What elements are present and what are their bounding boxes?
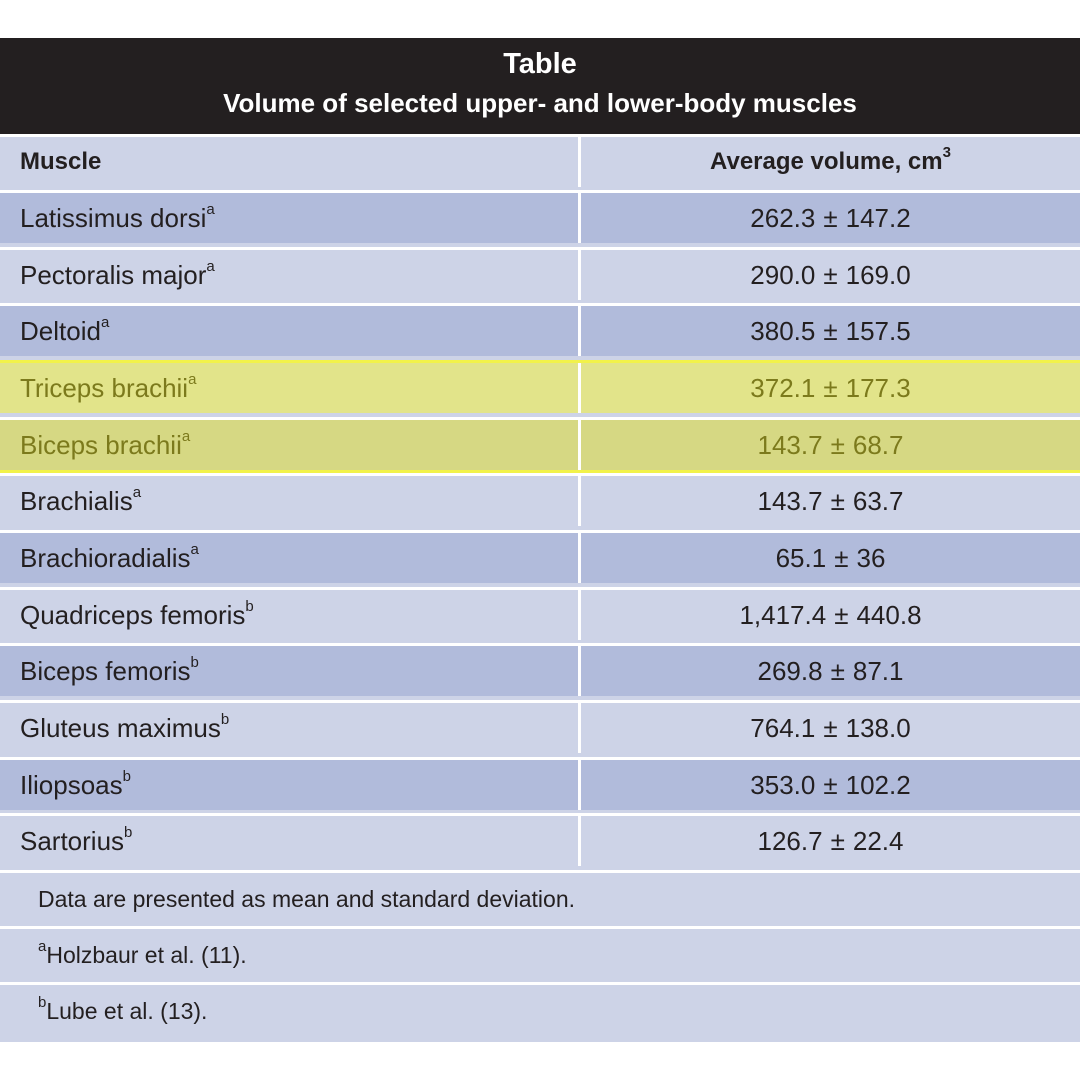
plus-minus-sign: ± (823, 203, 838, 233)
plus-minus-sign: ± (823, 373, 838, 403)
reference-marker: a (206, 201, 215, 219)
table-row (0, 417, 1080, 470)
volume-sd: 102.2 (845, 770, 911, 800)
volume-cell (581, 760, 1080, 810)
reference-marker: a (190, 541, 199, 559)
muscle-name-cell (20, 363, 196, 413)
volume-cell (581, 703, 1080, 753)
volume-mean: 764.1 (750, 713, 816, 743)
table-row (0, 530, 1080, 583)
volume-mean: 380.5 (750, 316, 816, 346)
footnote-b-text: Lube et al. (13). (46, 998, 208, 1024)
reference-marker: a (181, 428, 191, 446)
footnote-row-a (0, 926, 1080, 982)
table-row (0, 813, 1080, 866)
footnote-a-text: Holzbaur et al. (11). (46, 942, 247, 968)
table-row (0, 643, 1080, 696)
reference-marker: b (245, 598, 254, 616)
volume-sd: 36 (856, 543, 886, 573)
reference-marker: b (220, 711, 230, 729)
muscle-name-cell (20, 193, 215, 243)
volume-mean: 290.0 (750, 260, 816, 290)
plus-minus-sign: ± (830, 656, 845, 686)
muscle-name: Gluteus maximus (20, 713, 221, 743)
volume-cell (581, 590, 1080, 640)
plus-minus-sign: ± (823, 316, 838, 346)
footnote-b-marker: b (38, 994, 47, 1012)
volume-cell (581, 250, 1080, 300)
volume-mean: 1,417.4 (739, 600, 827, 630)
muscle-name: Deltoid (20, 316, 101, 346)
volume-sd: 147.2 (845, 203, 911, 233)
muscle-name: Iliopsoas (20, 770, 123, 800)
plus-minus-sign: ± (830, 430, 845, 460)
muscle-name-cell (20, 816, 132, 866)
volume-sd: 68.7 (852, 430, 904, 460)
volume-sd: 169.0 (845, 260, 911, 290)
footnote-a-marker: a (38, 938, 47, 956)
volume-sd: 22.4 (852, 826, 904, 856)
highlight-bottom-edge (0, 470, 1080, 473)
table-subtitle: Volume of selected upper- and lower-body muscles (223, 88, 857, 118)
plus-minus-sign: ± (823, 770, 838, 800)
highlight-top-edge (0, 360, 1080, 363)
table-row (0, 757, 1080, 810)
muscle-name-cell (20, 250, 215, 300)
muscle-name: Biceps brachii (20, 430, 182, 460)
volume-cell (581, 306, 1080, 356)
volume-mean: 372.1 (750, 373, 816, 403)
plus-minus-sign: ± (834, 600, 849, 630)
table-row (0, 247, 1080, 300)
volume-cell (581, 476, 1080, 526)
table-row (0, 190, 1080, 243)
muscle-name: Pectoralis major (20, 260, 207, 290)
muscle-column-header (20, 137, 101, 187)
volume-unit-superscript: 3 (942, 144, 951, 161)
table-title-bar (0, 38, 1080, 134)
plus-minus-sign: ± (834, 543, 849, 573)
muscle-name-cell (20, 760, 131, 810)
table-title: Table (503, 48, 577, 80)
volume-cell (581, 363, 1080, 413)
plus-minus-sign: ± (830, 486, 845, 516)
muscle-name-cell (20, 646, 199, 696)
muscle-volume-table (0, 38, 1080, 1042)
muscle-name: Sartorius (20, 826, 125, 856)
muscle-name-cell (20, 420, 190, 470)
volume-mean: 143.7 (757, 430, 823, 460)
volume-cell (581, 193, 1080, 243)
muscle-name-cell (20, 703, 229, 753)
volume-mean: 353.0 (750, 770, 816, 800)
volume-sd: 440.8 (856, 600, 922, 630)
table-row (0, 587, 1080, 640)
table-row (0, 360, 1080, 413)
volume-mean: 269.8 (757, 656, 823, 686)
plus-minus-sign: ± (830, 826, 845, 856)
muscle-name: Triceps brachii (20, 373, 189, 403)
muscle-name: Quadriceps femoris (20, 600, 246, 630)
reference-marker: b (122, 768, 131, 786)
muscle-name: Brachialis (20, 486, 133, 516)
volume-column-label: Average volume, cm (710, 148, 943, 175)
plus-minus-sign: ± (823, 713, 838, 743)
volume-sd: 63.7 (852, 486, 904, 516)
table-header-row (0, 134, 1080, 187)
footnote-a (38, 929, 247, 982)
muscle-name: Biceps femoris (20, 656, 191, 686)
table-row (0, 473, 1080, 526)
volume-mean: 65.1 (775, 543, 827, 573)
reference-marker: a (206, 258, 215, 276)
muscle-name: Latissimus dorsi (20, 203, 207, 233)
reference-marker: b (124, 824, 133, 842)
muscle-name: Brachioradialis (20, 543, 191, 573)
volume-mean: 143.7 (757, 486, 823, 516)
muscle-column-label: Muscle (20, 148, 102, 175)
muscle-name-cell (20, 590, 254, 640)
volume-mean: 262.3 (750, 203, 816, 233)
reference-marker: a (132, 484, 142, 502)
plus-minus-sign: ± (823, 260, 838, 290)
volume-sd: 157.5 (845, 316, 911, 346)
volume-sd: 87.1 (852, 656, 904, 686)
footnote-b (38, 985, 207, 1038)
volume-cell (581, 533, 1080, 583)
muscle-name-cell (20, 476, 141, 526)
volume-sd: 177.3 (845, 373, 911, 403)
footnote-row-note (0, 870, 1080, 926)
volume-sd: 138.0 (845, 713, 911, 743)
volume-cell (581, 646, 1080, 696)
muscle-name-cell (20, 533, 199, 583)
reference-marker: b (190, 654, 199, 672)
reference-marker: a (188, 371, 197, 389)
muscle-name-cell (20, 306, 109, 356)
reference-marker: a (100, 314, 110, 332)
volume-cell (581, 420, 1080, 470)
volume-column-header (581, 137, 1080, 187)
footnote-note: Data are presented as mean and standard deviation. (38, 886, 576, 912)
volume-cell (581, 816, 1080, 866)
footnote-row-b (0, 982, 1080, 1042)
table-row (0, 700, 1080, 753)
table-row (0, 303, 1080, 356)
volume-mean: 126.7 (757, 826, 823, 856)
